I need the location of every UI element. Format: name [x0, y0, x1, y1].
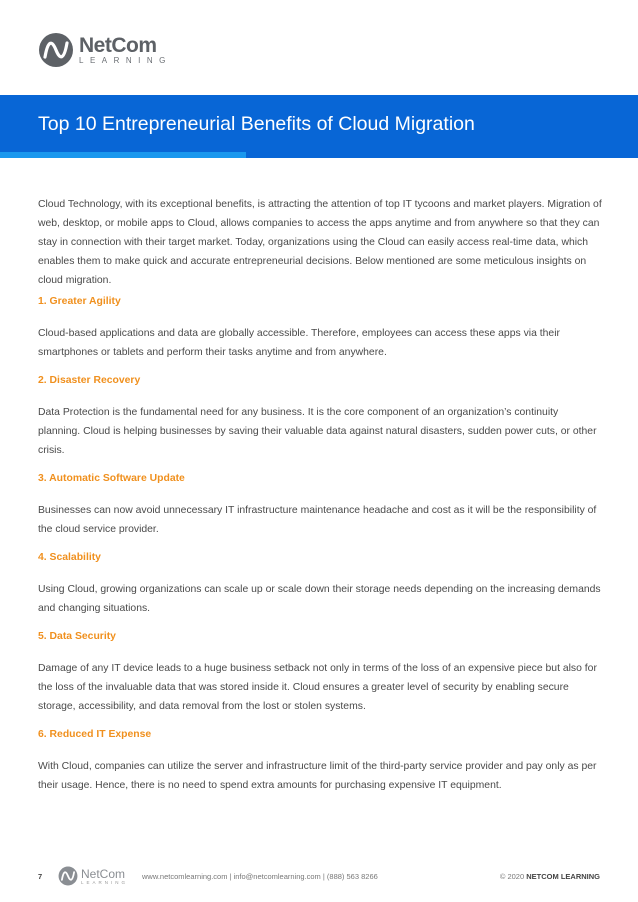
netcom-logo-icon	[58, 866, 78, 886]
section-body: Damage of any IT device leads to a huge business setback not only in terms of the loss of an expensive piece but also for the loss of the invaluable data that was stored inside it. Cloud ensures a greater level of security by enabling secure storage, accessibility, and data removal from the lost or stolen systems.	[38, 663, 597, 712]
section-body: Cloud-based applications and data are globally accessible. Therefore, employees can access these apps via their smartphones or tablets and perform their tasks anytime and from anywhere.	[38, 328, 560, 358]
section-body: Using Cloud, growing organizations can scale up or scale down their storage needs depending on the increasing demands and changing situations.	[38, 584, 601, 614]
footer-logo	[58, 866, 128, 886]
accent-strip	[0, 152, 246, 158]
netcom-logo	[38, 32, 172, 68]
section-body: Data Protection is the fundamental need for any business. It is the core component of an organization’s continuity planning. Cloud is helping businesses by saving their valuable data against natural disasters, sudden power cuts, or other crisis.	[38, 407, 597, 456]
page-footer	[0, 866, 638, 888]
section-heading: 6. Reduced IT Expense	[38, 729, 152, 740]
copyright	[500, 872, 600, 881]
logo-name: NetCom	[79, 34, 157, 57]
page-title: Top 10 Entrepreneurial Benefits of Cloud Migration	[38, 113, 475, 135]
section-body: Businesses can now avoid unnecessary IT infrastructure maintenance headache and cost as it will be the responsibility of the cloud service provider.	[38, 505, 597, 535]
section-heading: 2. Disaster Recovery	[38, 375, 141, 386]
section-heading: 5. Data Security	[38, 631, 116, 642]
copyright-company: NETCOM LEARNING	[526, 872, 600, 881]
intro-paragraph: Cloud Technology, with its exceptional benefits, is attracting the attention of top IT tycoons and market players. Migration of web, desktop, or mobile apps to Cloud, allows companies to access the apps anytime and from anywhere so that they can stay in connection with their target market. Today, organizations using the Cloud can easily access real-time data, which enables them to make quick and accurate entrepreneurial decisions. Below mentioned are some meticulous insights on cloud migration.	[38, 199, 602, 286]
section-heading: 4. Scalability	[38, 552, 101, 563]
section-heading: 1. Greater Agility	[38, 296, 121, 307]
section-heading: 3. Automatic Software Update	[38, 473, 185, 484]
footer-logo-sub: LEARNING	[81, 879, 129, 885]
copyright-prefix: © 2020	[499, 872, 525, 881]
footer-logo-name: NetCom	[81, 866, 126, 881]
title-banner	[0, 95, 638, 158]
section-body: With Cloud, companies can utilize the server and infrastructure limit of the third-party service provider and pay only as per their usage. Hence, there is no need to spend extra amounts for purchasing expensive IT equipment.	[38, 761, 597, 791]
logo-sub: LEARNING	[79, 56, 172, 65]
page-number: 7	[38, 872, 43, 881]
contact-info: www.netcomlearning.com | info@netcomlearning.com | (888) 563 8266	[142, 872, 378, 881]
article-body	[38, 195, 602, 804]
netcom-logo-icon	[38, 32, 74, 68]
